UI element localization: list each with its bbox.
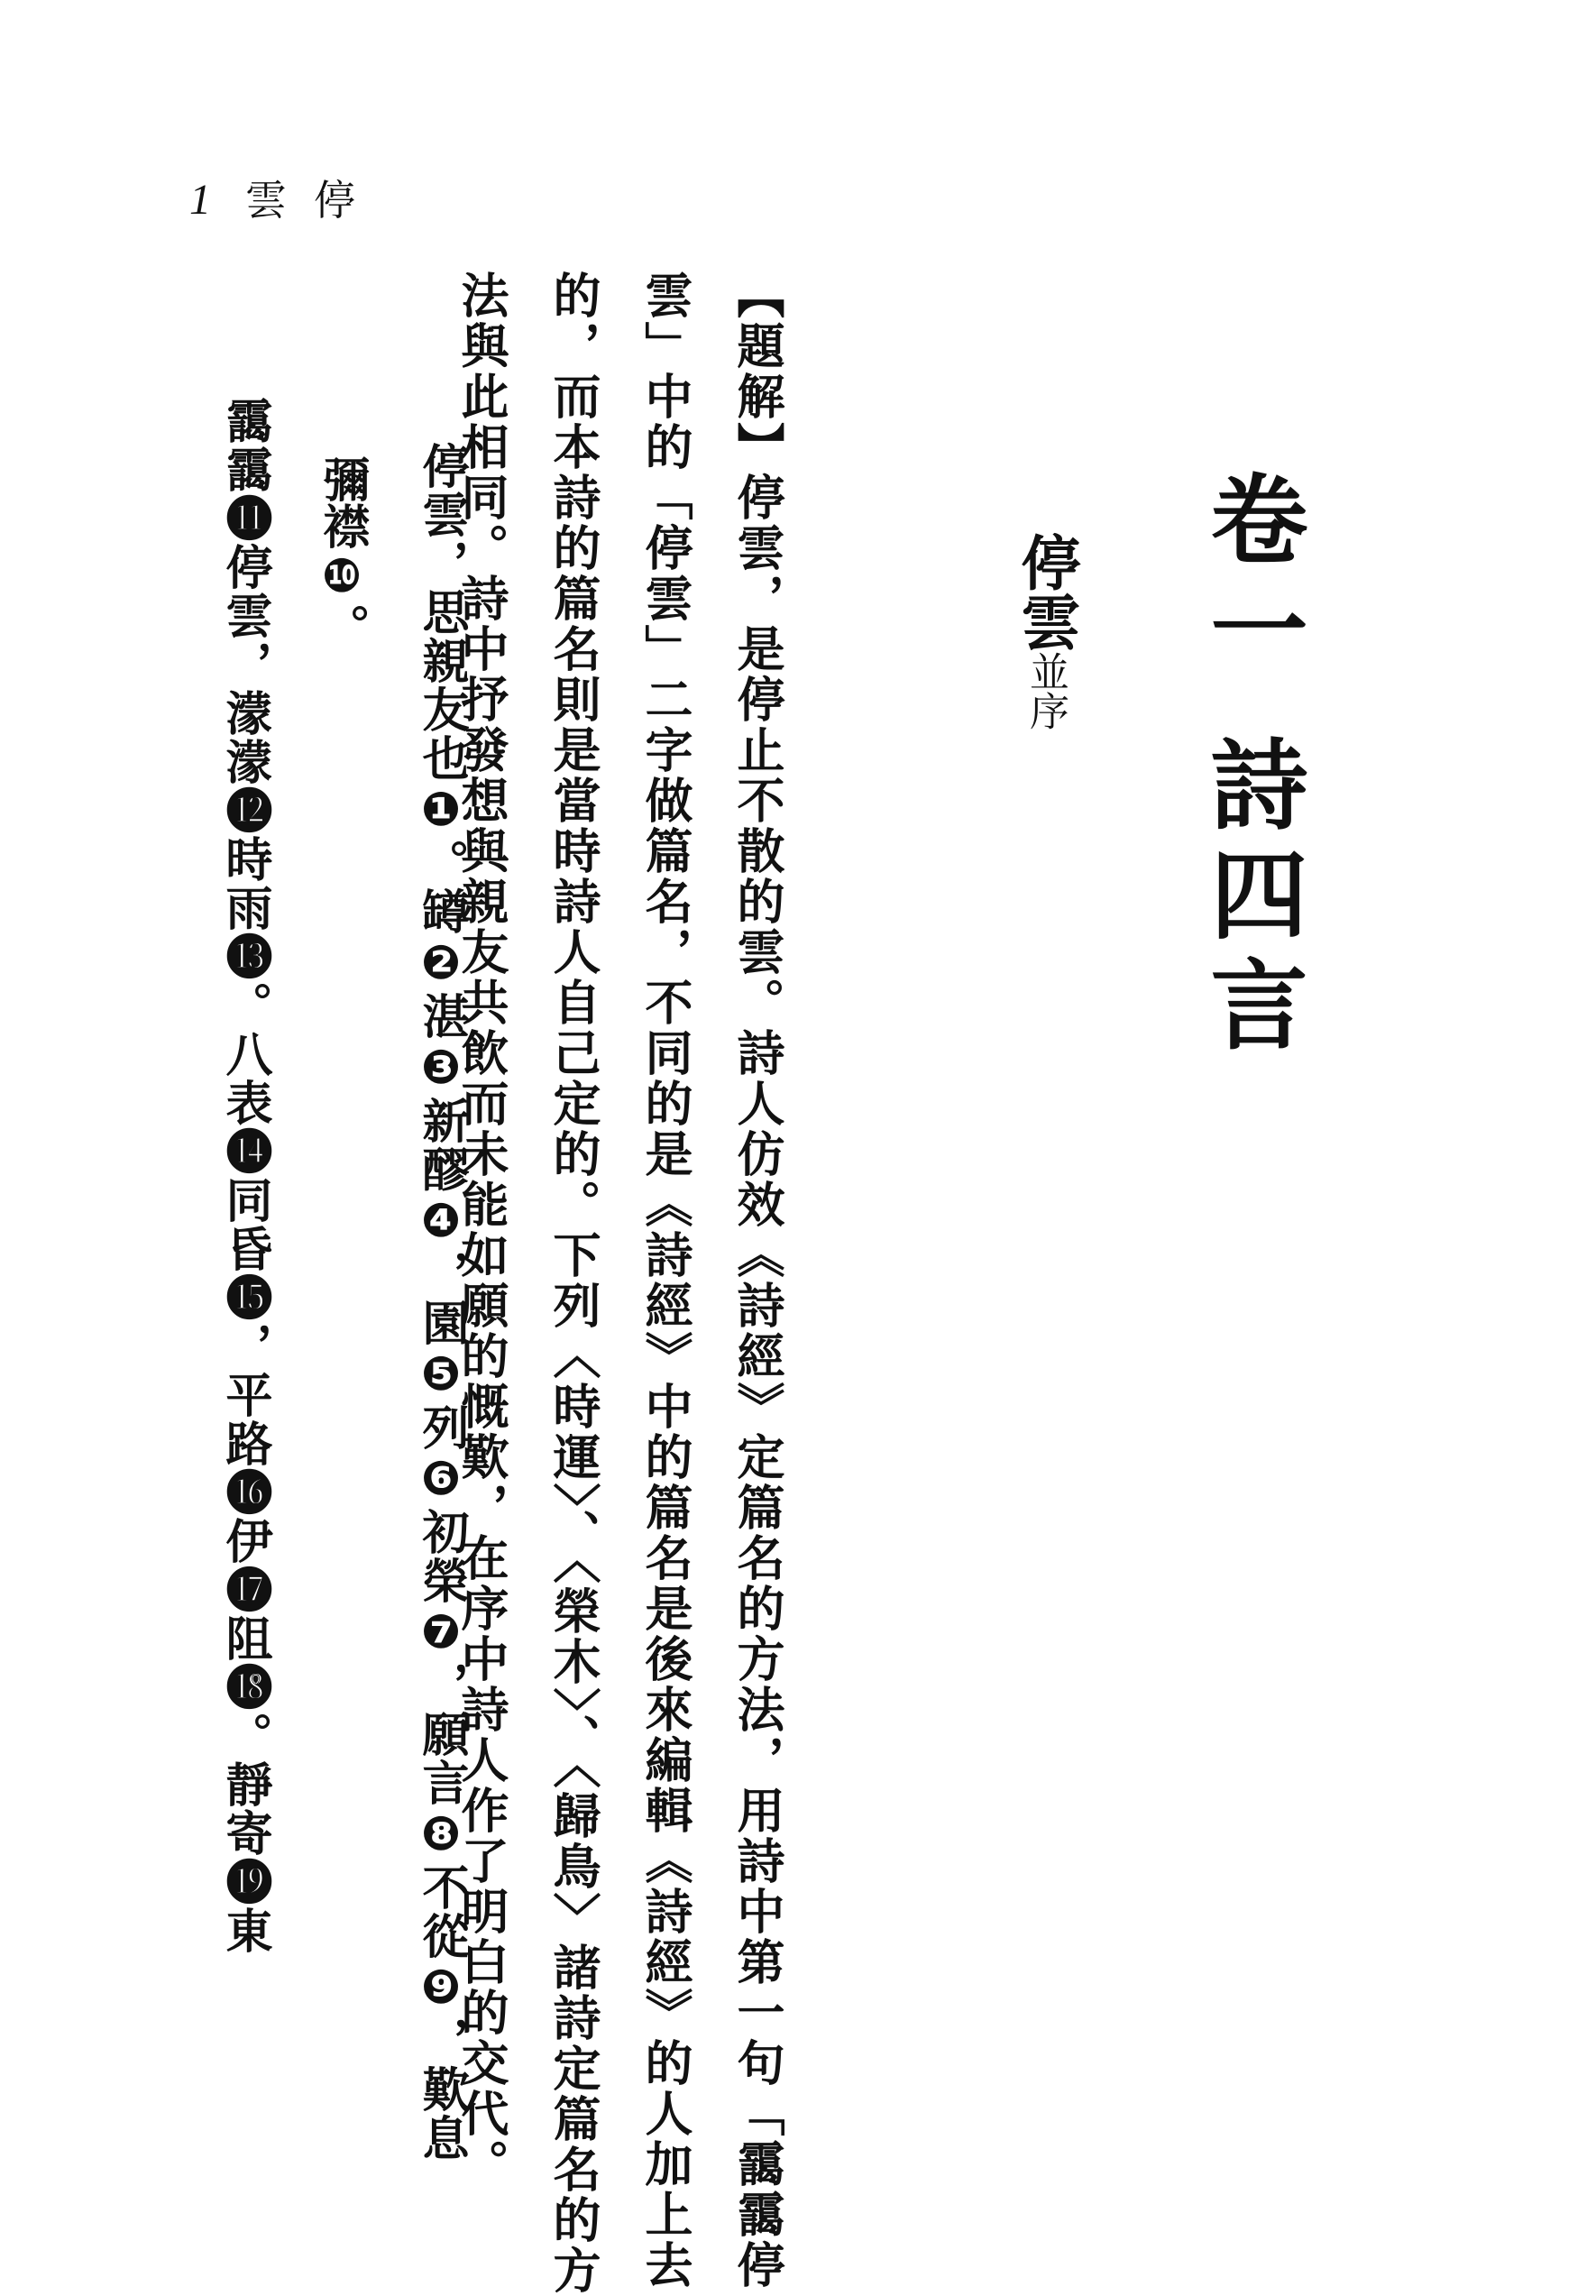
explanation-text-1: 停雲，是停止不散的雲。詩人仿效《詩經》定篇名的方法，用詩中第一句「靄靄停 [729, 473, 784, 2291]
explanation-label: 【題解】 [729, 271, 784, 473]
explanation-text-3: 的，而本詩的篇名則是當時詩人自己定的。下列〈時運〉、〈榮木〉、〈歸鳥〉諸詩定篇名的方 [546, 271, 601, 2296]
running-header-char-1: 雲 [245, 176, 287, 225]
page-number: 1 [189, 176, 211, 224]
verse-line-1: 靄靄⓫停雲，濛濛⓬時雨⓭。八表⓮同昏⓯，平路⓰伊⓱阻⓲。靜寄⓳東 [217, 397, 271, 1955]
volume-title-part2: 詩四言 [1194, 734, 1307, 1064]
preface-line-1: 停雲，思親友也❶。罇❷湛❸新醪❹，園❺列❻初榮❼，願言❽不從❾，歎息 [414, 442, 468, 2163]
explanation-text-4: 法與此相同。詩中抒發想與親友共飲而未能如願的慨歎，在序中詩人作了明白的交代。 [454, 271, 509, 2190]
running-header-char-2: 停 [314, 176, 355, 225]
poem-title-text: 停雲 [1011, 532, 1080, 651]
volume-title-part1: 卷一 [1194, 469, 1307, 689]
poem-title-suffix: 並序 [1023, 651, 1069, 730]
running-header [189, 176, 355, 225]
preface-line-2: 彌襟❿。 [315, 455, 369, 650]
volume-title [1194, 469, 1307, 1064]
explanation-text-2: 雲」中的「停雲」二字做篇名，不同的是《詩經》中的篇名是後來編輯《詩經》的人加上去 [637, 271, 693, 2291]
poem-title [1011, 532, 1080, 730]
